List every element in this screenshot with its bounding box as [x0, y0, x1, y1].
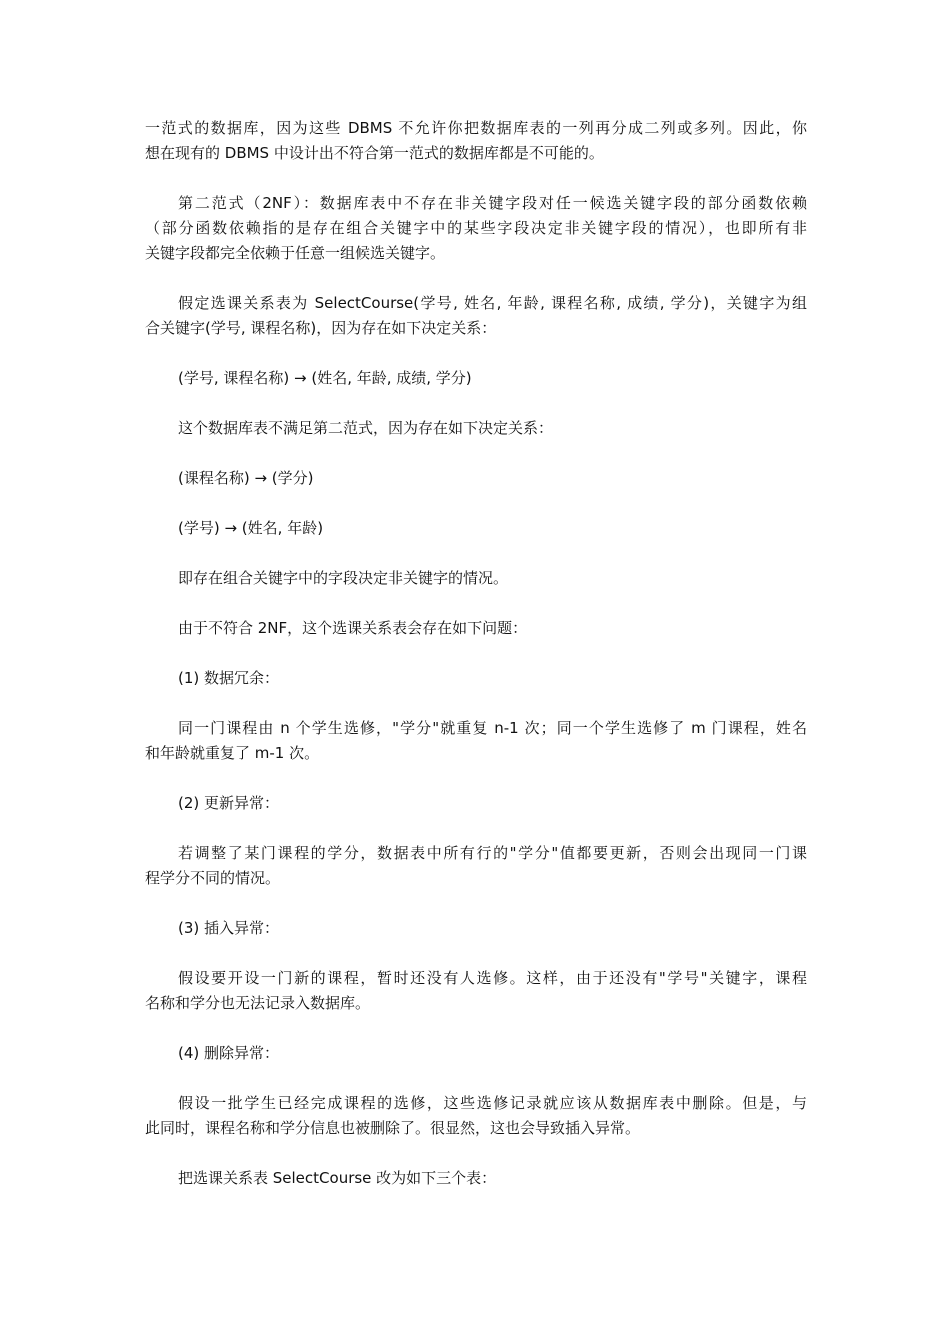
text-line: 和年龄就重复了 m-1 次。	[145, 744, 320, 762]
text-line: 这个数据库表不满足第二范式，因为存在如下决定关系：	[178, 419, 554, 437]
section-heading: (3) 插入异常：	[178, 919, 280, 937]
text-line: （部分函数依赖指的是存在组合关键字中的某些字段决定非关键字段的情况），也即所有非	[145, 219, 807, 237]
text-line: 若调整了某门课程的学分，数据表中所有行的"学分"值都要更新，否则会出现同一门课	[178, 844, 807, 862]
text-line: 程学分不同的情况。	[145, 869, 281, 887]
dependency-line: (学号, 课程名称) → (姓名, 年龄, 成绩, 学分)	[178, 369, 472, 387]
paragraph-selectcourse: 假定选课关系表为 SelectCourse(学号, 姓名, 年龄, 课程名称, 成绩, 学分)，关键字为组	[178, 294, 807, 312]
text-line: 想在现有的 DBMS 中设计出不符合第一范式的数据库都是不可能的。	[145, 144, 604, 162]
paragraph-2nf-definition: 第二范式（2NF）：数据库表中不存在非关键字段对任一候选关键字段的部分函数依赖	[178, 194, 807, 212]
section-heading: (4) 删除异常：	[178, 1044, 280, 1062]
text-line: 假设要开设一门新的课程，暂时还没有人选修。这样，由于还没有"学号"关键字，课程	[178, 969, 807, 987]
text-line: 把选课关系表 SelectCourse 改为如下三个表：	[178, 1169, 497, 1187]
dependency-line: (学号) → (姓名, 年龄)	[178, 519, 324, 537]
text-line: 同一门课程由 n 个学生选修，"学分"就重复 n-1 次；同一个学生选修了 m 门课程，姓名	[178, 719, 807, 737]
text-line: 此同时，课程名称和学分信息也被删除了。很显然，这也会导致插入异常。	[145, 1119, 641, 1137]
text-line: 合关键字(学号, 课程名称)，因为存在如下决定关系：	[145, 319, 497, 337]
text-line: 由于不符合 2NF，这个选课关系表会存在如下问题：	[178, 619, 528, 637]
text-line: 即存在组合关键字中的字段决定非关键字的情况。	[178, 569, 509, 587]
text-line: 关键字段都完全依赖于任意一组候选关键字。	[145, 244, 446, 262]
section-heading: (1) 数据冗余：	[178, 669, 280, 687]
dependency-line: (课程名称) → (学分)	[178, 469, 314, 487]
text-line: 假设一批学生已经完成课程的选修，这些选修记录就应该从数据库表中删除。但是，与	[178, 1094, 807, 1112]
text-line: 名称和学分也无法记录入数据库。	[145, 994, 371, 1012]
section-heading: (2) 更新异常：	[178, 794, 280, 812]
text-line: 一范式的数据库，因为这些 DBMS 不允许你把数据库表的一列再分成二列或多列。因此，你	[145, 119, 807, 137]
